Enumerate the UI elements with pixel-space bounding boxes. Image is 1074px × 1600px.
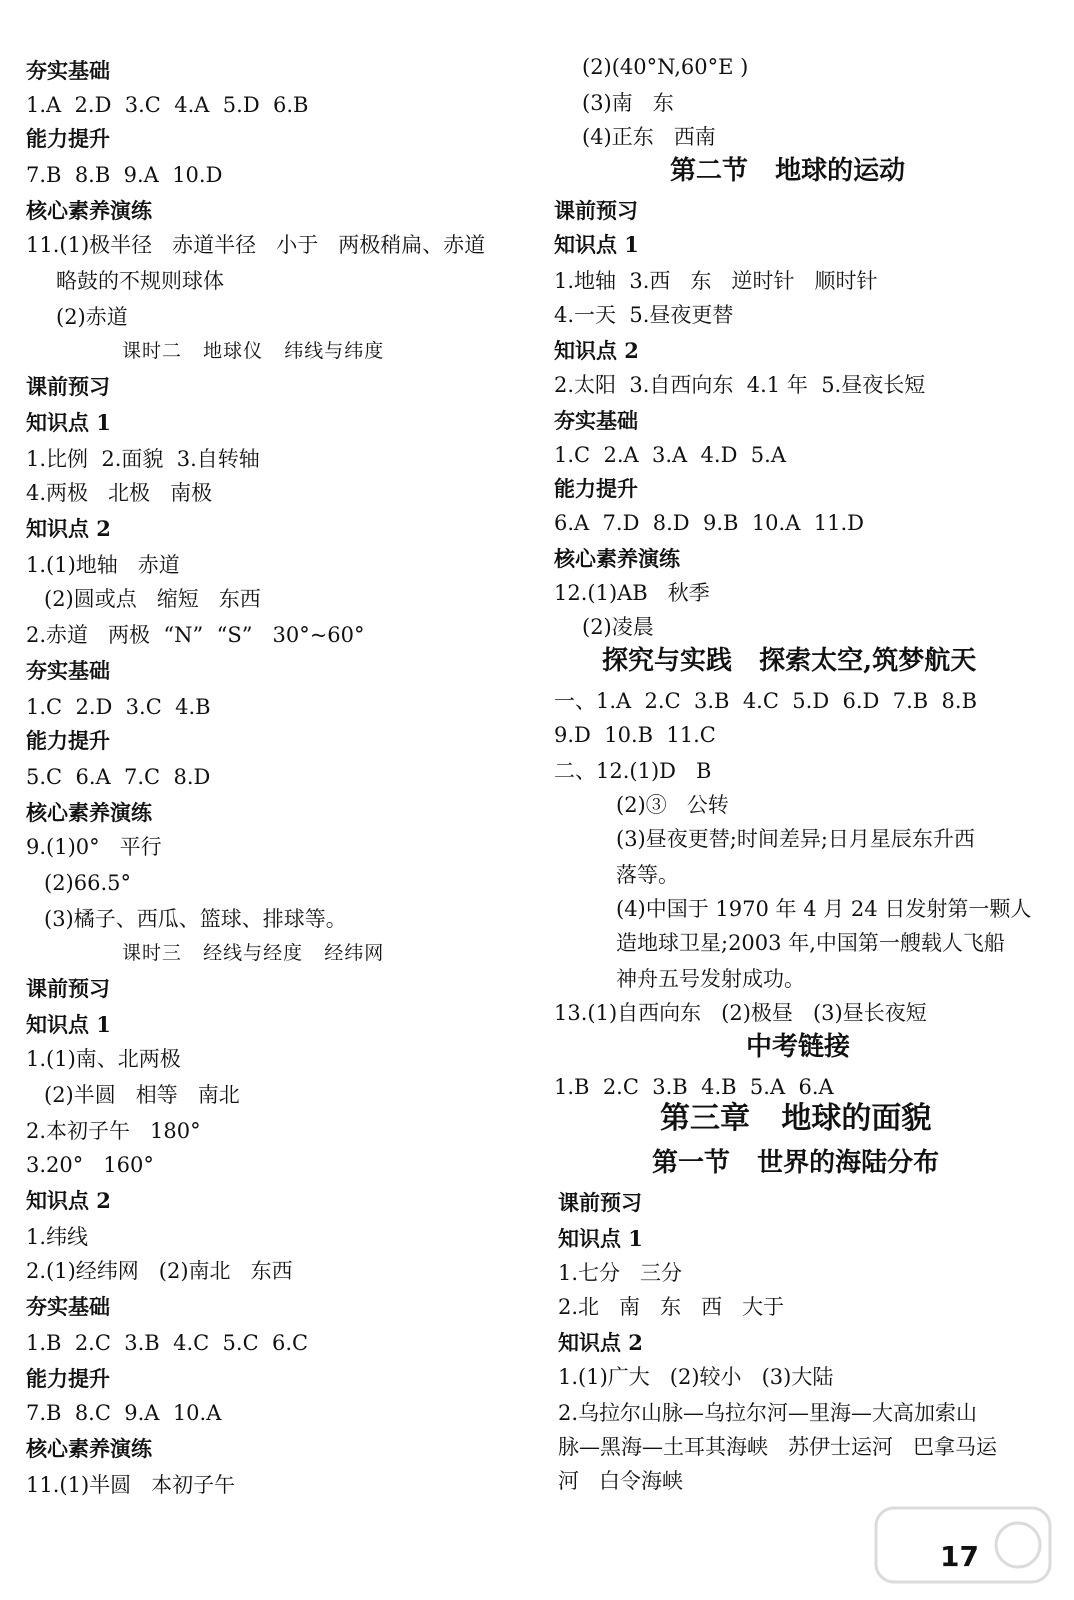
subheading: 能力提升 (554, 476, 638, 501)
answer-line: 2.乌拉尔山脉—乌拉尔河—里海—大高加索山 (558, 1401, 978, 1425)
answer-line: 4.两极 北极 南极 (26, 481, 213, 505)
answer-line: (4)正东 西南 (582, 125, 716, 149)
subheading: 知识点 1 (554, 232, 639, 257)
subheading: 知识点 2 (554, 338, 639, 363)
answer-line: 1.(1)地轴 赤道 (26, 553, 180, 577)
answer-line: (2)凌晨 (582, 615, 654, 639)
subheading: 夯实基础 (26, 1294, 110, 1319)
subheading: 核心素养演练 (26, 800, 152, 825)
section-heading: 课时二 地球仪 纬线与纬度 (122, 340, 385, 362)
page-number: 17 (940, 1540, 979, 1573)
answer-line: 2.赤道 两极 “N” “S” 30°~60° (26, 623, 365, 647)
section-heading: 第三章 地球的面貌 (660, 1101, 932, 1136)
section-heading: 第一节 世界的海陆分布 (652, 1148, 940, 1178)
answer-line: 11.(1)半圆 本初子午 (26, 1473, 236, 1497)
answer-line: 12.(1)AB 秋季 (554, 581, 710, 605)
subheading: 能力提升 (26, 1366, 110, 1391)
subheading: 能力提升 (26, 126, 110, 151)
section-heading: 探究与实践 探索太空,筑梦航天 (602, 646, 977, 676)
answer-line: 1.C 2.A 3.A 4.D 5.A (554, 443, 786, 467)
answer-line: 4.一天 5.昼夜更替 (554, 303, 734, 327)
answer-line: 河 白令海峡 (558, 1469, 684, 1493)
answer-line: 一、1.A 2.C 3.B 4.C 5.D 6.D 7.B 8.B (554, 689, 978, 713)
subheading: 核心素养演练 (554, 546, 680, 571)
answer-line: 2.北 南 东 西 大于 (558, 1295, 785, 1319)
answer-line: 3.20° 160° (26, 1153, 154, 1177)
answer-line: (2)③ 公转 (616, 793, 729, 817)
answer-line: 二、12.(1)D B (554, 759, 712, 783)
subheading: 课前预习 (558, 1190, 642, 1215)
subheading: 课前预习 (26, 976, 110, 1001)
answer-line: (4)中国于 1970 年 4 月 24 日发射第一颗人 (616, 897, 1032, 921)
subheading: 知识点 1 (26, 1012, 111, 1037)
answer-line: 6.A 7.D 8.D 9.B 10.A 11.D (554, 511, 864, 535)
subheading: 知识点 2 (558, 1330, 643, 1355)
answer-line: 5.C 6.A 7.C 8.D (26, 765, 211, 789)
subheading: 夯实基础 (554, 408, 638, 433)
answer-line: 7.B 8.B 9.A 10.D (26, 163, 223, 187)
answer-line: 1.地轴 3.西 东 逆时针 顺时针 (554, 269, 878, 293)
answer-line: (2)66.5° (44, 871, 132, 895)
subheading: 夯实基础 (26, 58, 110, 83)
answer-line: (2)赤道 (56, 305, 128, 329)
answer-line: 1.A 2.D 3.C 4.A 5.D 6.B (26, 93, 309, 117)
answer-line: 1.(1)南、北两极 (26, 1047, 181, 1071)
subheading: 能力提升 (26, 728, 110, 753)
section-heading: 中考链接 (746, 1032, 851, 1062)
watermark-logo (868, 1500, 1058, 1590)
answer-line: 落等。 (616, 863, 679, 887)
answer-line: 造地球卫星;2003 年,中国第一艘载人飞船 (616, 931, 1005, 955)
subheading: 知识点 2 (26, 1188, 111, 1213)
section-heading: 第二节 地球的运动 (670, 156, 906, 186)
answer-line: 1.纬线 (26, 1225, 89, 1249)
answer-line: 1.七分 三分 (558, 1261, 683, 1285)
section-heading: 课时三 经线与经度 经纬网 (122, 942, 385, 964)
answer-line: (2)半圆 相等 南北 (44, 1083, 240, 1107)
answer-line: 7.B 8.C 9.A 10.A (26, 1401, 222, 1425)
answer-line: 2.太阳 3.自西向东 4.1 年 5.昼夜长短 (554, 373, 926, 397)
answer-line: 1.比例 2.面貌 3.自转轴 (26, 447, 260, 471)
answer-line: 略鼓的不规则球体 (56, 269, 224, 293)
answer-line: (3)橘子、西瓜、篮球、排球等。 (44, 907, 347, 931)
subheading: 课前预习 (554, 198, 638, 223)
answer-line: 2.(1)经纬网 (2)南北 东西 (26, 1259, 293, 1283)
answer-line: 脉—黑海—土耳其海峡 苏伊士运河 巴拿马运 (558, 1435, 998, 1459)
answer-line: (2)圆或点 缩短 东西 (44, 587, 261, 611)
answer-line: 13.(1)自西向东 (2)极昼 (3)昼长夜短 (554, 1001, 927, 1025)
answer-line: 9.D 10.B 11.C (554, 723, 716, 747)
answer-line: 2.本初子午 180° (26, 1119, 201, 1143)
answer-line: 1.B 2.C 3.B 4.B 5.A 6.A (554, 1075, 834, 1099)
subheading: 核心素养演练 (26, 198, 152, 223)
subheading: 课前预习 (26, 374, 110, 399)
answer-line: 1.C 2.D 3.C 4.B (26, 695, 211, 719)
subheading: 知识点 2 (26, 516, 111, 541)
subheading: 夯实基础 (26, 658, 110, 683)
subheading: 知识点 1 (26, 410, 111, 435)
answer-line: 1.B 2.C 3.B 4.C 5.C 6.C (26, 1331, 309, 1355)
answer-line: 11.(1)极半径 赤道半径 小于 两极稍扁、赤道 (26, 233, 486, 257)
answer-line: 1.(1)广大 (2)较小 (3)大陆 (558, 1365, 834, 1389)
subheading: 知识点 1 (558, 1226, 643, 1251)
answer-line: 9.(1)0° 平行 (26, 835, 162, 859)
subheading: 核心素养演练 (26, 1436, 152, 1461)
answer-line: 神舟五号发射成功。 (616, 967, 805, 991)
answer-line: (3)昼夜更替;时间差异;日月星辰东升西 (616, 827, 975, 851)
answer-line: (2)(40°N,60°E ) (582, 55, 749, 79)
answer-line: (3)南 东 (582, 91, 674, 115)
